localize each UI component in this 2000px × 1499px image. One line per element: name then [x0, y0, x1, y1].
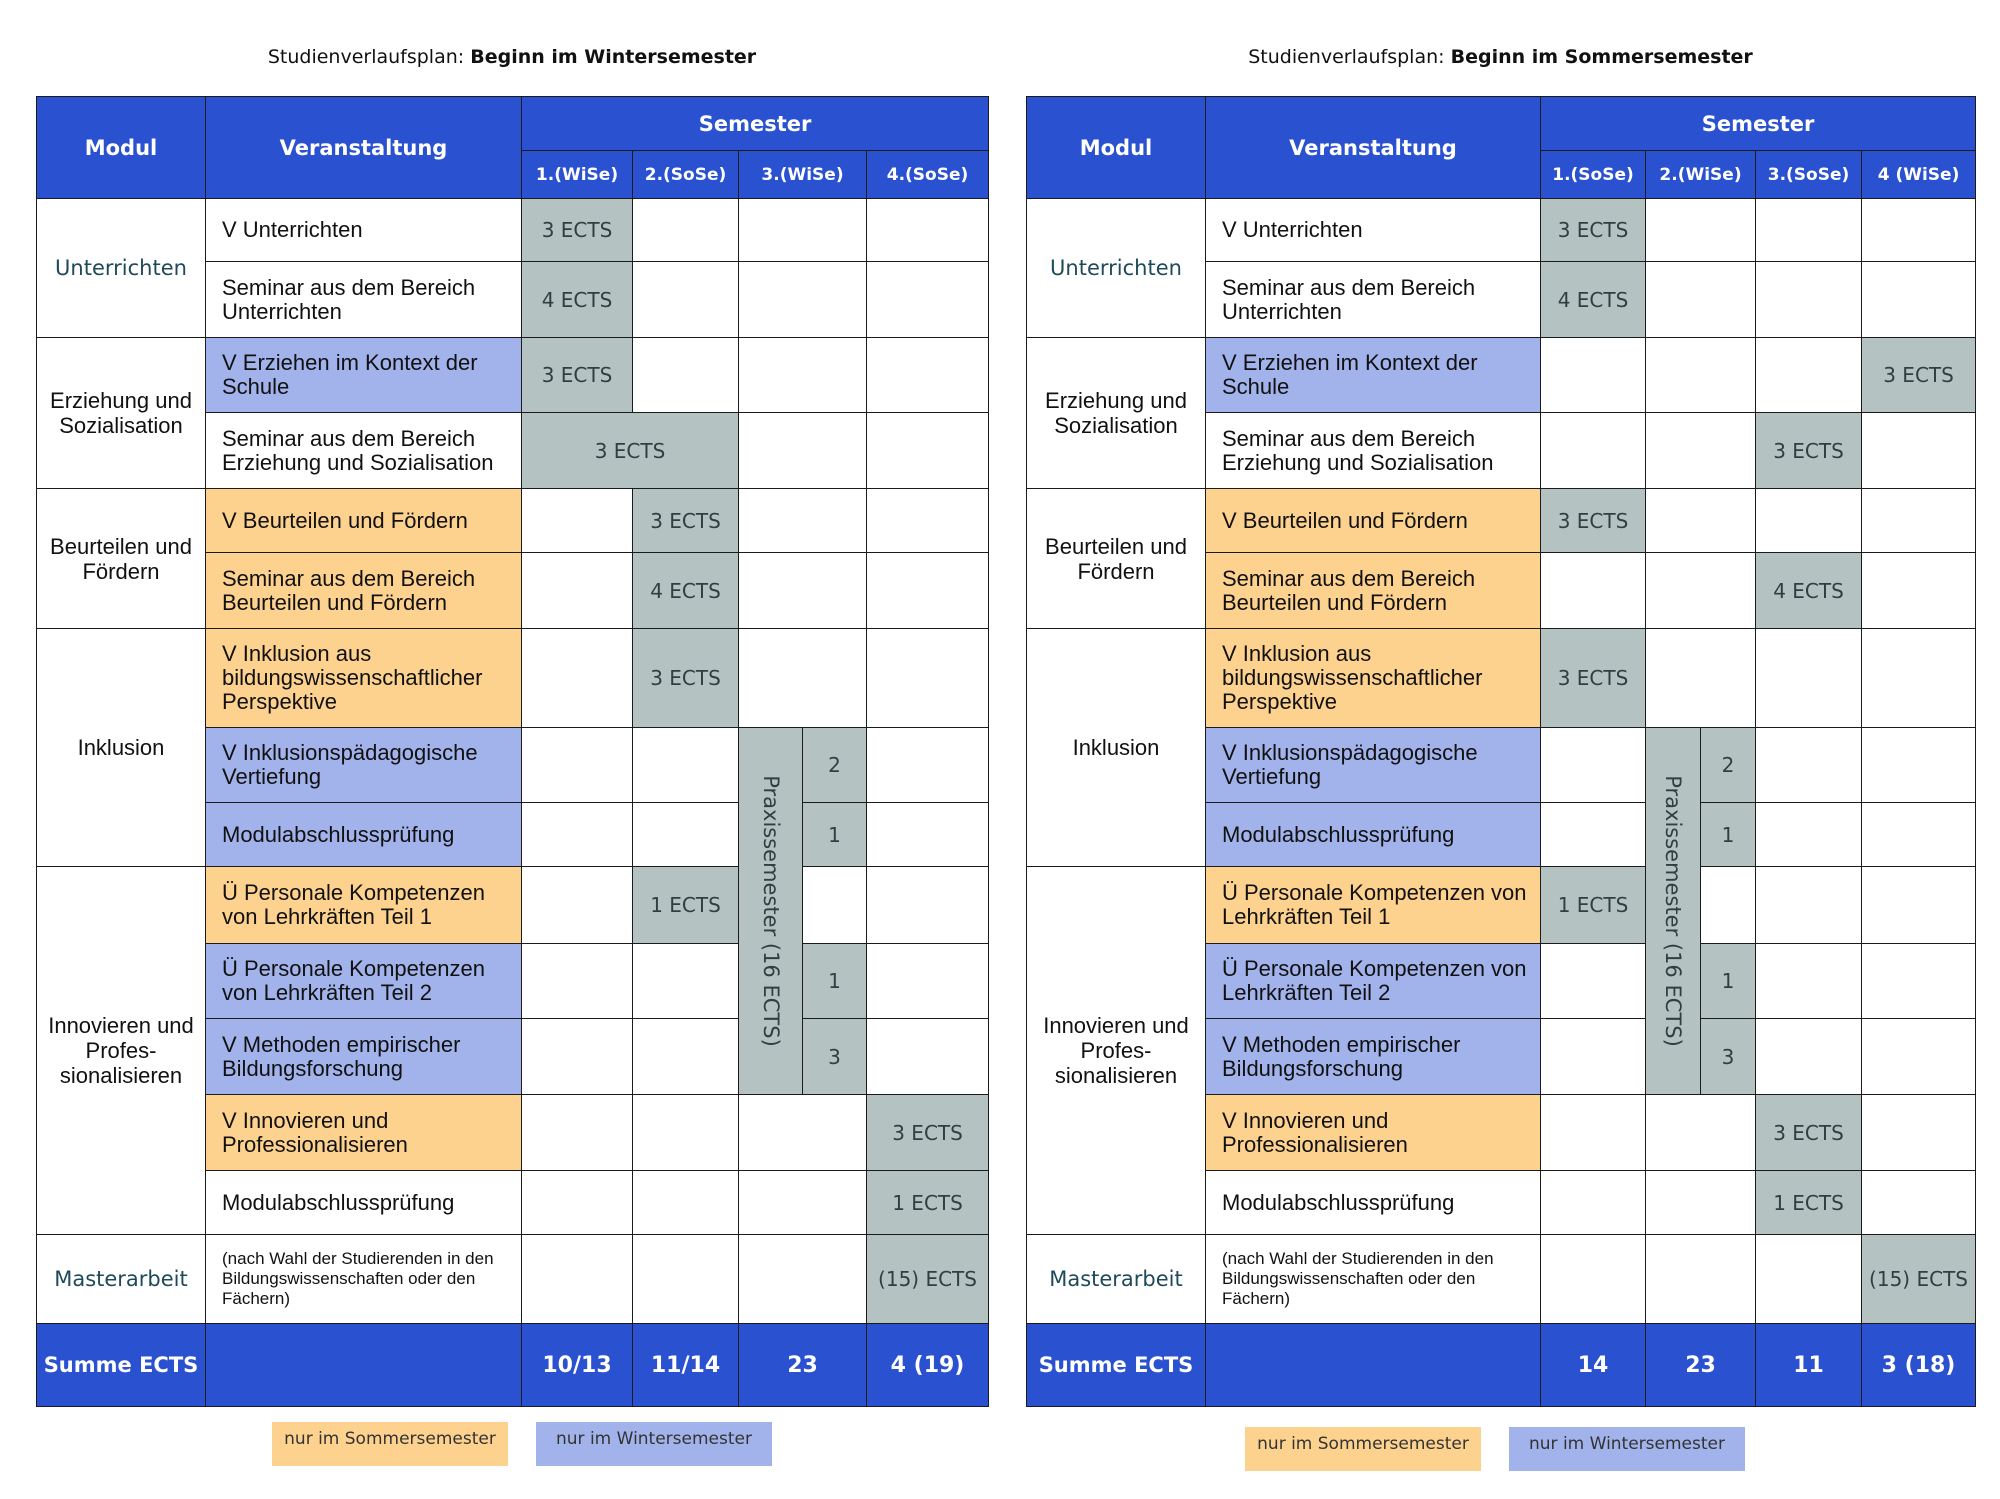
- course-cell: Ü Personale Kompetenzen von Lehrkräften Teil 2: [206, 944, 522, 1019]
- header-sem1: 1.(WiSe): [522, 151, 633, 199]
- course-cell: Seminar aus dem Bereich Erziehung und Sozialisation: [206, 413, 522, 489]
- course-cell: V Methoden empirischer Bildungsforschung: [206, 1019, 522, 1095]
- sum-sem2: 23: [1646, 1324, 1756, 1407]
- ects-number: 1: [1701, 803, 1756, 867]
- module-erziehung: Erziehung und Sozialisation: [37, 338, 206, 489]
- sum-label: Summe ECTS: [37, 1324, 206, 1407]
- ects-cell: 3 ECTS: [1862, 338, 1976, 413]
- header-semester: Semester: [1541, 97, 1976, 151]
- module-unterrichten: Unterrichten: [37, 199, 206, 338]
- ects-cell: 4 ECTS: [633, 553, 739, 629]
- course-cell: Seminar aus dem Bereich Unterrichten: [206, 262, 522, 338]
- header-sem3: 3.(SoSe): [1756, 151, 1862, 199]
- ects-number: 2: [1701, 728, 1756, 803]
- header-modul: Modul: [1027, 97, 1206, 199]
- ects-number: 1: [803, 944, 867, 1019]
- course-cell: Seminar aus dem Bereich Beurteilen und Fördern: [1206, 553, 1541, 629]
- module-unterrichten: Unterrichten: [1027, 199, 1206, 338]
- course-cell: Modulabschlussprüfung: [206, 1171, 522, 1235]
- course-cell: V Beurteilen und Fördern: [206, 489, 522, 553]
- legend-summer: nur im Sommersemester: [272, 1422, 508, 1466]
- course-cell: Modulabschlussprüfung: [206, 803, 522, 867]
- course-cell: Ü Personale Kompetenzen von Lehrkräften Teil 1: [1206, 867, 1541, 944]
- header-sem1: 1.(SoSe): [1541, 151, 1646, 199]
- course-cell: Ü Personale Kompetenzen von Lehrkräften Teil 2: [1206, 944, 1541, 1019]
- module-innovieren: Innovieren und Profes-sionalisieren: [37, 867, 206, 1235]
- ects-cell: 3 ECTS: [1541, 629, 1646, 728]
- ects-cell: 3 ECTS: [1541, 199, 1646, 262]
- legend-winter: nur im Wintersemester: [536, 1422, 772, 1466]
- ects-cell: 1 ECTS: [1541, 867, 1646, 944]
- ects-cell: 4 ECTS: [1756, 553, 1862, 629]
- ects-cell: 3 ECTS: [867, 1095, 989, 1171]
- ects-cell: 3 ECTS: [522, 199, 633, 262]
- header-semester: Semester: [522, 97, 989, 151]
- course-cell: V Innovieren und Professionalisieren: [206, 1095, 522, 1171]
- course-cell: V Inklusion aus bildungswissenschaftlicher Perspektive: [1206, 629, 1541, 728]
- ects-cell: 4 ECTS: [522, 262, 633, 338]
- course-cell: Modulabschlussprüfung: [1206, 803, 1541, 867]
- module-inklusion: Inklusion: [37, 629, 206, 867]
- study-plan-table: [1026, 96, 1976, 1407]
- course-cell: V Inklusionspädagogische Vertiefung: [206, 728, 522, 803]
- ects-cell: (15) ECTS: [1862, 1235, 1976, 1324]
- course-cell: Seminar aus dem Bereich Beurteilen und Fördern: [206, 553, 522, 629]
- module-beurteilen: Beurteilen und Fördern: [1027, 489, 1206, 629]
- plan-title: Studienverlaufsplan: Beginn im Wintersemester: [267, 46, 757, 68]
- module-erziehung: Erziehung und Sozialisation: [1027, 338, 1206, 489]
- course-cell: V Innovieren und Professionalisieren: [1206, 1095, 1541, 1171]
- sum-label: Summe ECTS: [1027, 1324, 1206, 1407]
- ects-number: 1: [1701, 944, 1756, 1019]
- plan-title: Studienverlaufsplan: Beginn im Sommersemester: [1248, 46, 1753, 68]
- header-modul: Modul: [37, 97, 206, 199]
- ects-cell: 1 ECTS: [633, 867, 739, 944]
- praxissemester-cell: Praxissemester (16 ECTS): [1646, 728, 1701, 1095]
- ects-number: 3: [1701, 1019, 1756, 1095]
- ects-cell: 1 ECTS: [1756, 1171, 1862, 1235]
- module-inklusion: Inklusion: [1027, 629, 1206, 867]
- module-innovieren: Innovieren und Profes-sionalisieren: [1027, 867, 1206, 1235]
- ects-cell: 3 ECTS: [522, 338, 633, 413]
- course-cell: (nach Wahl der Studierenden in den Bildungswissenschaften oder den Fächern): [206, 1235, 522, 1324]
- course-cell: (nach Wahl der Studierenden in den Bildungswissenschaften oder den Fächern): [1206, 1235, 1541, 1324]
- module-beurteilen: Beurteilen und Fördern: [37, 489, 206, 629]
- ects-cell: 4 ECTS: [1541, 262, 1646, 338]
- course-cell: V Inklusionspädagogische Vertiefung: [1206, 728, 1541, 803]
- study-plan-table: [36, 96, 989, 1407]
- ects-cell: 1 ECTS: [867, 1171, 989, 1235]
- course-cell: Seminar aus dem Bereich Erziehung und Sozialisation: [1206, 413, 1541, 489]
- course-cell: Ü Personale Kompetenzen von Lehrkräften Teil 1: [206, 867, 522, 944]
- header-veranstaltung: Veranstaltung: [1206, 97, 1541, 199]
- sum-sem3: 23: [739, 1324, 867, 1407]
- header-sem4: 4.(SoSe): [867, 151, 989, 199]
- sum-sem3: 11: [1756, 1324, 1862, 1407]
- course-cell: Seminar aus dem Bereich Unterrichten: [1206, 262, 1541, 338]
- course-cell: V Unterrichten: [206, 199, 522, 262]
- module-masterarbeit: Masterarbeit: [37, 1235, 206, 1324]
- header-veranstaltung: Veranstaltung: [206, 97, 522, 199]
- course-cell: V Erziehen im Kontext der Schule: [1206, 338, 1541, 413]
- header-sem2: 2.(WiSe): [1646, 151, 1756, 199]
- course-cell: V Unterrichten: [1206, 199, 1541, 262]
- ects-cell: 3 ECTS: [522, 413, 739, 489]
- legend-summer: nur im Sommersemester: [1245, 1427, 1481, 1471]
- course-cell: Modulabschlussprüfung: [1206, 1171, 1541, 1235]
- ects-cell: 3 ECTS: [633, 489, 739, 553]
- legend-winter: nur im Wintersemester: [1509, 1427, 1745, 1471]
- header-sem2: 2.(SoSe): [633, 151, 739, 199]
- sum-sem4: 3 (18): [1862, 1324, 1976, 1407]
- ects-number: 3: [803, 1019, 867, 1095]
- module-masterarbeit: Masterarbeit: [1027, 1235, 1206, 1324]
- sum-sem2: 11/14: [633, 1324, 739, 1407]
- ects-cell: 3 ECTS: [633, 629, 739, 728]
- ects-cell: (15) ECTS: [867, 1235, 989, 1324]
- ects-cell: 3 ECTS: [1541, 489, 1646, 553]
- sum-sem1: 14: [1541, 1324, 1646, 1407]
- ects-cell: 3 ECTS: [1756, 1095, 1862, 1171]
- course-cell: V Methoden empirischer Bildungsforschung: [1206, 1019, 1541, 1095]
- header-sem4: 4 (WiSe): [1862, 151, 1976, 199]
- praxissemester-cell: Praxissemester (16 ECTS): [739, 728, 803, 1095]
- header-sem3: 3.(WiSe): [739, 151, 867, 199]
- course-cell: V Erziehen im Kontext der Schule: [206, 338, 522, 413]
- sum-sem1: 10/13: [522, 1324, 633, 1407]
- course-cell: V Inklusion aus bildungswissenschaftlicher Perspektive: [206, 629, 522, 728]
- sum-sem4: 4 (19): [867, 1324, 989, 1407]
- ects-number: 1: [803, 803, 867, 867]
- ects-number: 2: [803, 728, 867, 803]
- course-cell: V Beurteilen und Fördern: [1206, 489, 1541, 553]
- ects-cell: 3 ECTS: [1756, 413, 1862, 489]
